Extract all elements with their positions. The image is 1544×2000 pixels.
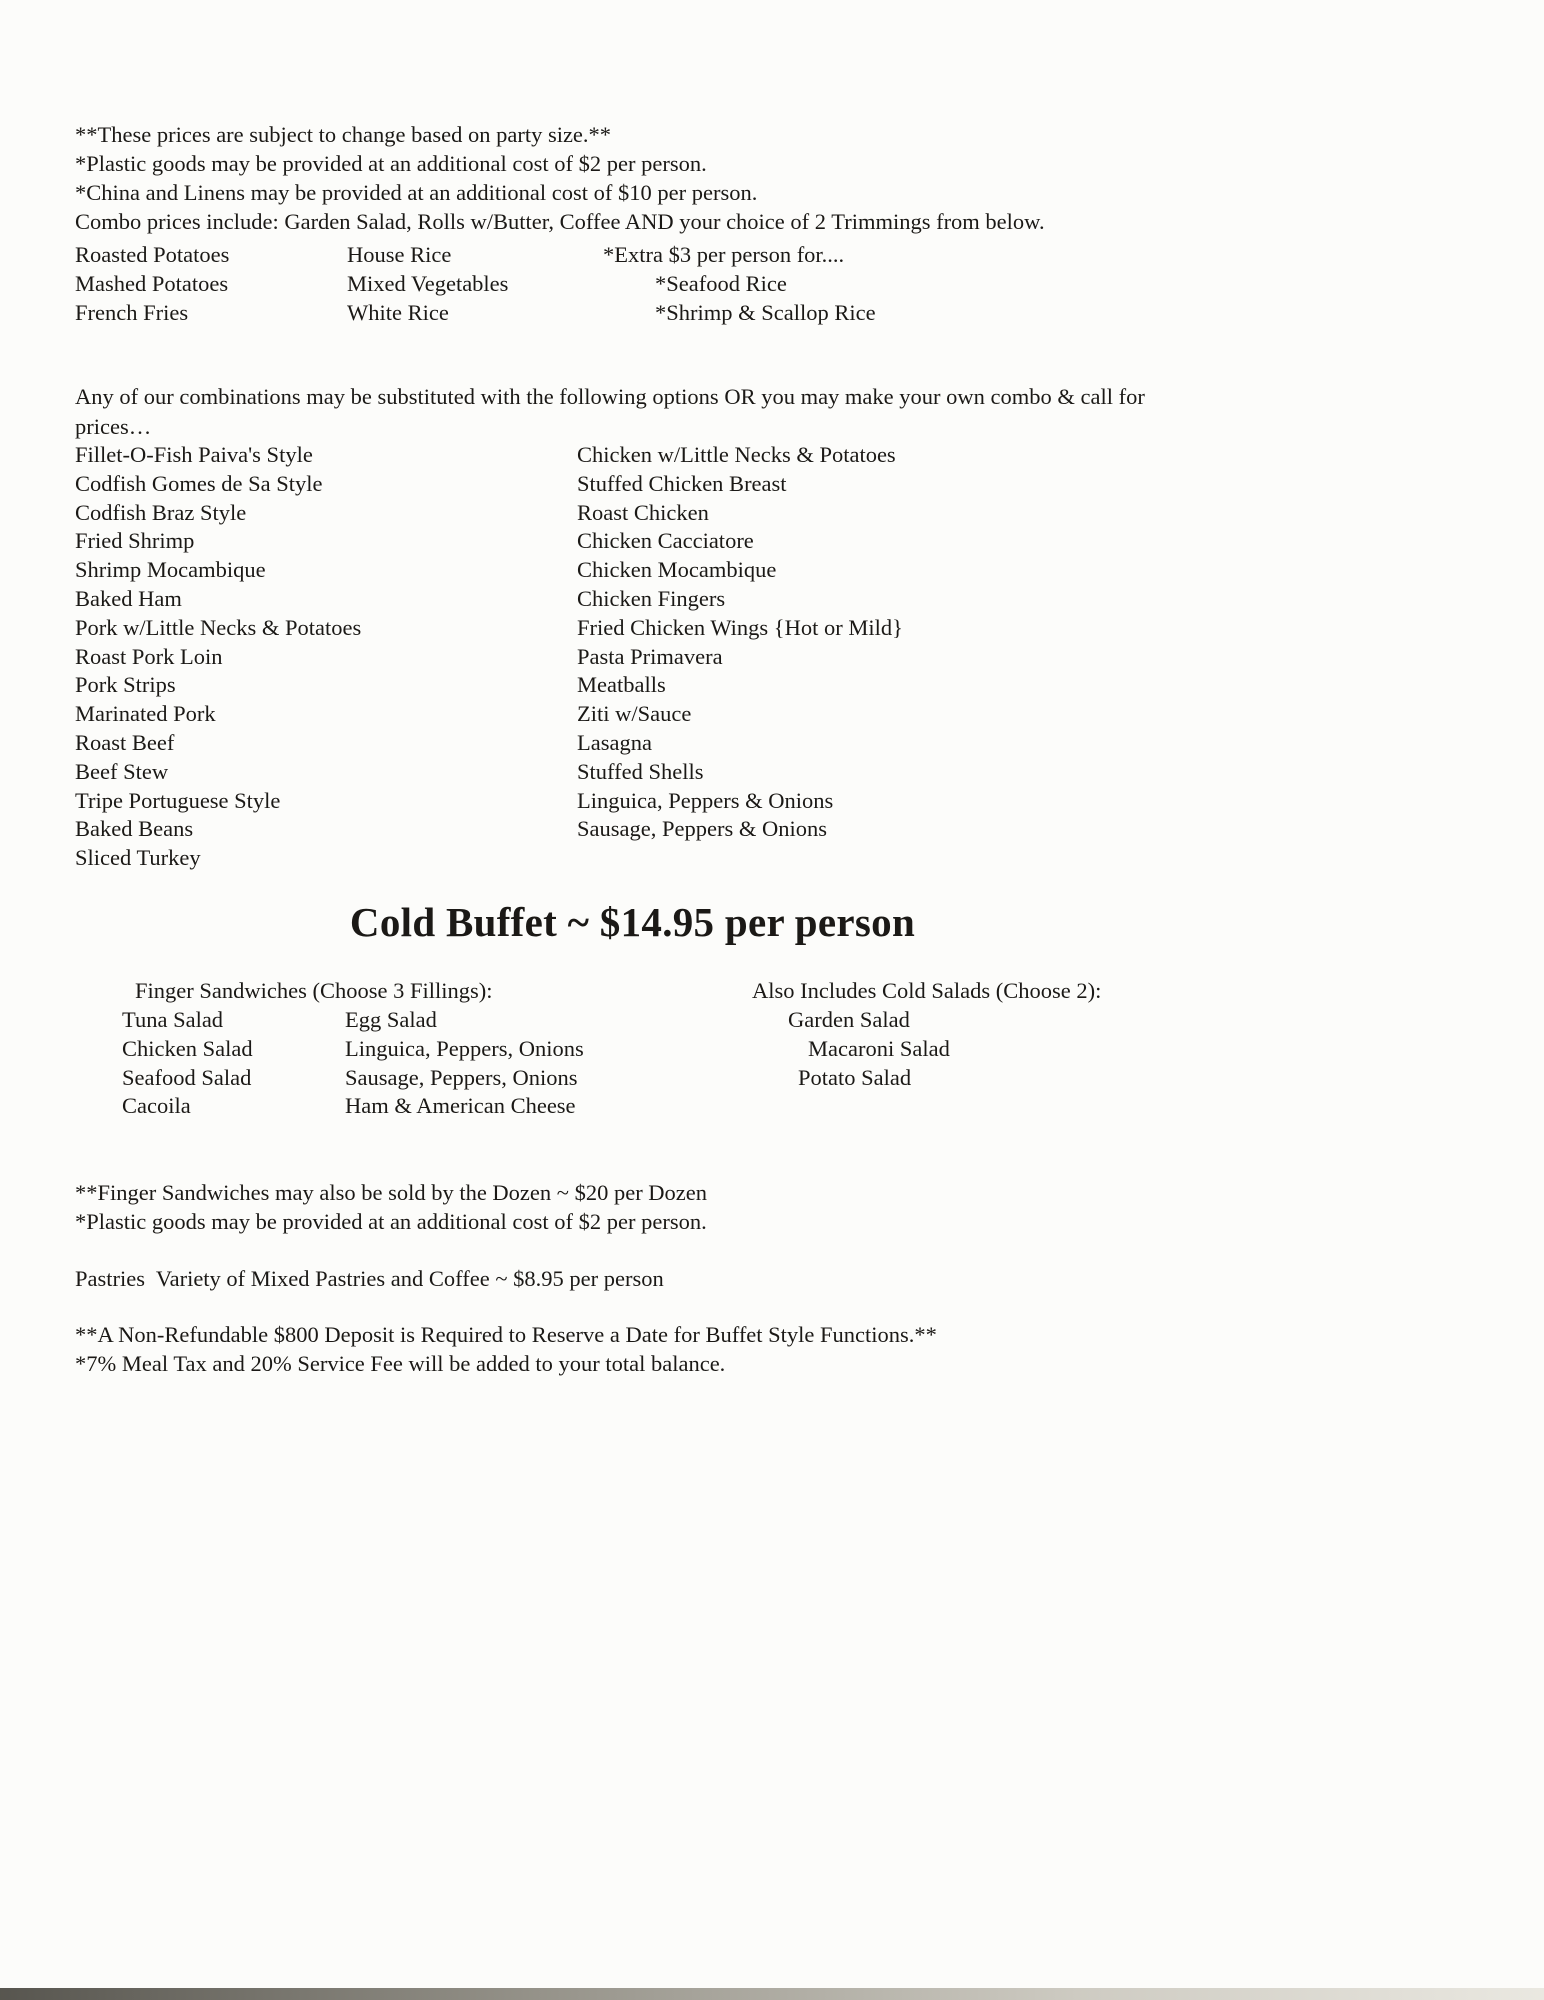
menu-item: Baked Ham <box>75 585 182 611</box>
menu-item: Pasta Primavera <box>577 643 723 669</box>
sandwich-filling: Sausage, Peppers, Onions <box>345 1064 578 1090</box>
scan-artifact-bottom-edge <box>0 1988 1544 2000</box>
menu-item: Pork Strips <box>75 672 176 698</box>
trimming-item: *Seafood Rice <box>655 271 787 296</box>
trimming-item: Mixed Vegetables <box>347 271 509 296</box>
menu-item: Stuffed Chicken Breast <box>577 470 787 496</box>
note-deposit: **A Non-Refundable $800 Deposit is Required to Reserve a Date for Buffet Style Functions.** <box>75 1322 937 1347</box>
menu-item: Meatballs <box>577 672 666 698</box>
trimming-item: White Rice <box>347 300 449 325</box>
menu-item: Roast Chicken <box>577 499 709 525</box>
note-dozen-price: **Finger Sandwiches may also be sold by the Dozen ~ $20 per Dozen <box>75 1180 708 1205</box>
sandwich-filling: Egg Salad <box>345 1007 437 1032</box>
finger-sandwiches-column-1 <box>122 1006 253 1121</box>
menu-item: Chicken Cacciatore <box>577 528 754 554</box>
menu-item: Chicken Mocambique <box>577 557 777 583</box>
menu-item: Fillet-O-Fish Paiva's Style <box>75 442 313 467</box>
note-tax-service: *7% Meal Tax and 20% Service Fee will be added to your total balance. <box>75 1351 726 1376</box>
menu-item: Tripe Portuguese Style <box>75 787 281 813</box>
cold-salads-list <box>752 1006 950 1092</box>
trimmings-grid <box>75 240 876 327</box>
menu-item: Marinated Pork <box>75 701 216 727</box>
trimming-extra-note: *Extra $3 per person for.... <box>603 242 845 267</box>
menu-item: Codfish Gomes de Sa Style <box>75 470 323 496</box>
bottom-notes <box>75 1178 707 1236</box>
menu-item: Ziti w/Sauce <box>577 701 692 727</box>
menu-item: Sausage, Peppers & Onions <box>577 816 827 842</box>
pastries-line: Pastries Variety of Mixed Pastries and Coffee ~ $8.95 per person <box>75 1266 664 1291</box>
substitutions-left-column <box>75 441 361 873</box>
substitutions-right-column <box>577 441 903 844</box>
menu-item: Roast Pork Loin <box>75 643 223 669</box>
sandwich-filling: Cacoila <box>122 1093 191 1119</box>
cold-salad-item: Potato Salad <box>798 1064 912 1090</box>
sandwich-filling: Ham & American Cheese <box>345 1093 576 1119</box>
note-party-size: **These prices are subject to change based on party size.** <box>75 122 612 147</box>
trimming-item: House Rice <box>347 242 452 267</box>
menu-item: Shrimp Mocambique <box>75 557 266 583</box>
trimming-item: French Fries <box>75 300 189 325</box>
menu-item: Stuffed Shells <box>577 758 704 784</box>
menu-item: Lasagna <box>577 729 652 755</box>
menu-item: Chicken w/Little Necks & Potatoes <box>577 442 896 467</box>
menu-item: Beef Stew <box>75 758 169 784</box>
cold-salad-item: Garden Salad <box>788 1007 910 1032</box>
menu-item: Codfish Braz Style <box>75 499 247 525</box>
note-china-linens: *China and Linens may be provided at an additional cost of $10 per person. <box>75 180 758 205</box>
cold-buffet-title: Cold Buffet ~ $14.95 per person <box>349 899 916 945</box>
menu-item: Fried Chicken Wings {Hot or Mild} <box>577 614 903 640</box>
trimming-item: Mashed Potatoes <box>75 271 229 296</box>
finger-sandwiches-heading: Finger Sandwiches (Choose 3 Fillings): <box>135 978 493 1003</box>
finger-sandwiches-column-2 <box>345 1006 584 1121</box>
sandwich-filling: Seafood Salad <box>122 1064 252 1090</box>
pricing-notes <box>75 120 1045 236</box>
trimmings-column-rice-veg <box>347 240 603 327</box>
sandwich-filling: Tuna Salad <box>122 1007 224 1032</box>
trimmings-column-extra <box>603 240 876 327</box>
trimmings-column-potatoes <box>75 240 347 327</box>
cold-salad-item: Macaroni Salad <box>808 1035 950 1061</box>
note-plastic-goods-2: *Plastic goods may be provided at an additional cost of $2 per person. <box>75 1209 707 1234</box>
menu-item: Sliced Turkey <box>75 845 201 871</box>
deposit-notes <box>75 1320 937 1378</box>
trimming-item: *Shrimp & Scallop Rice <box>655 300 876 325</box>
menu-item: Baked Beans <box>75 816 194 842</box>
sandwich-filling: Chicken Salad <box>122 1035 253 1061</box>
menu-item: Linguica, Peppers & Onions <box>577 787 834 813</box>
menu-item: Fried Shrimp <box>75 528 195 554</box>
menu-item: Pork w/Little Necks & Potatoes <box>75 614 362 640</box>
trimming-item: Roasted Potatoes <box>75 242 230 267</box>
menu-item: Chicken Fingers <box>577 585 726 611</box>
sandwich-filling: Linguica, Peppers, Onions <box>345 1035 584 1061</box>
menu-item: Roast Beef <box>75 729 175 755</box>
cold-salads-heading: Also Includes Cold Salads (Choose 2): <box>752 978 1102 1003</box>
note-plastic-goods: *Plastic goods may be provided at an additional cost of $2 per person. <box>75 151 707 176</box>
note-combo-includes: Combo prices include: Garden Salad, Rolls w/Butter, Coffee AND your choice of 2 Trimmings from below. <box>75 209 1045 234</box>
substitutions-intro: Any of our combinations may be substituted with the following options OR you may make your own combo & call for prices… <box>75 384 1145 439</box>
